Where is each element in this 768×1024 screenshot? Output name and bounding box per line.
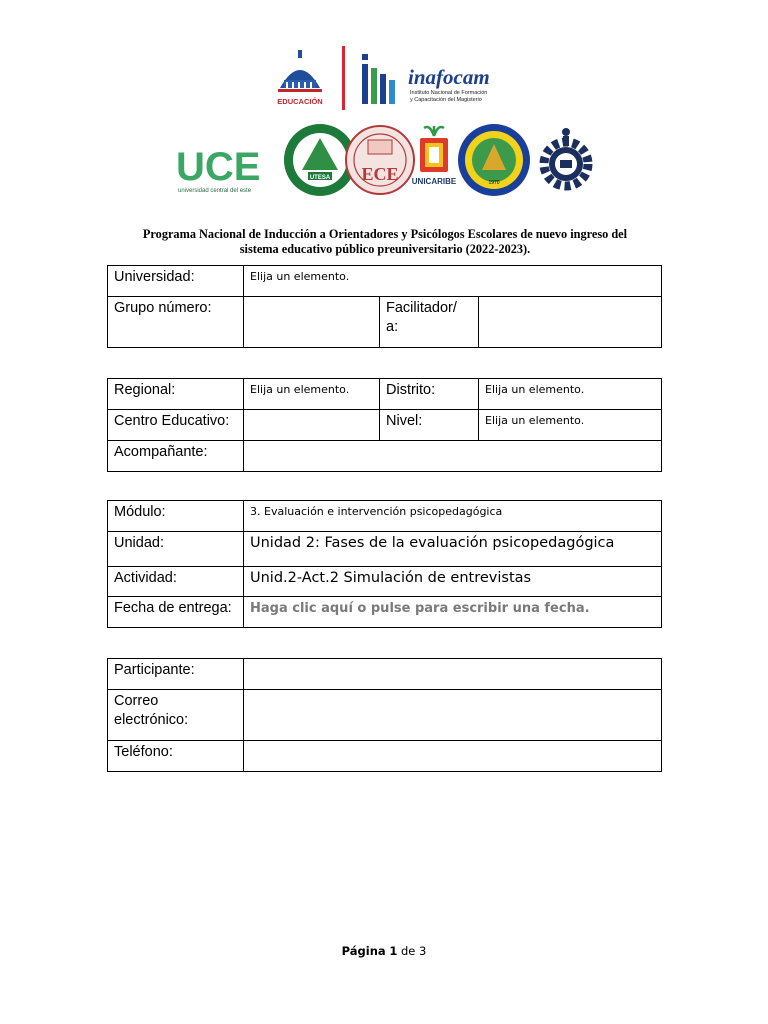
facilitador-label: Facilitador/ a: xyxy=(380,297,479,348)
fecha-entrega-date-picker[interactable]: Haga clic aquí o pulse para escribir una fecha. xyxy=(244,597,662,628)
table-modulo xyxy=(107,500,662,628)
dome-logo-icon xyxy=(278,50,322,92)
header-logos-top xyxy=(270,44,500,114)
universidad-dropdown[interactable]: Elija un elemento. xyxy=(244,266,662,297)
page-word: Página xyxy=(341,944,386,958)
correo-label: Correo electrónico: xyxy=(108,690,244,741)
acompanante-label: Acompañante: xyxy=(108,441,244,472)
logo-ece: ECE xyxy=(361,164,399,184)
centro-educativo-field[interactable] xyxy=(244,410,380,441)
facilitador-field[interactable] xyxy=(479,297,662,348)
page-of: de xyxy=(400,944,416,958)
inafocam-name: inafocam xyxy=(408,65,490,89)
unidad-value[interactable]: Unidad 2: Fases de la evaluación psicopedagógica xyxy=(244,532,662,567)
page-number xyxy=(0,944,768,958)
inafocam-line1: Instituto Nacional de Formación xyxy=(410,90,488,96)
grupo-field[interactable] xyxy=(244,297,380,348)
distrito-label: Distrito: xyxy=(380,379,479,410)
logo-divider xyxy=(342,46,345,110)
page-current: 1 xyxy=(389,944,398,958)
unidad-label: Unidad: xyxy=(108,532,244,567)
modulo-label: Módulo: xyxy=(108,501,244,532)
universidad-label: Universidad: xyxy=(108,266,244,297)
inafocam-bars-icon xyxy=(362,54,395,104)
unicaribe-logo-icon xyxy=(420,126,448,172)
logo-educacion-text: EDUCACIÓN xyxy=(277,97,323,106)
fecha-entrega-label: Fecha de entrega: xyxy=(108,597,244,628)
distrito-dropdown[interactable]: Elija un elemento. xyxy=(479,379,662,410)
centro-educativo-label: Centro Educativo: xyxy=(108,410,244,441)
inafocam-line2: y Capacitación del Magisterio xyxy=(410,97,482,103)
nivel-dropdown[interactable]: Elija un elemento. xyxy=(479,410,662,441)
actividad-label: Actividad: xyxy=(108,567,244,597)
telefono-label: Teléfono: xyxy=(108,741,244,772)
logo-isfodosu-year: 1970 xyxy=(488,180,500,186)
document-title xyxy=(100,227,670,257)
modulo-value[interactable]: 3. Evaluación e intervención psicopedagógica xyxy=(244,501,662,532)
logo-uce-subtitle: universidad central del este xyxy=(178,188,252,194)
acompanante-field[interactable] xyxy=(244,441,662,472)
title-line-1: Programa Nacional de Inducción a Orientadores y Psicólogos Escolares de nuevo ingreso del xyxy=(142,227,628,241)
logo-utesa: UTESA xyxy=(309,175,331,181)
nivel-label: Nivel: xyxy=(380,410,479,441)
logo-unicaribe: UNICARIBE xyxy=(411,177,457,186)
table-participante xyxy=(107,658,662,772)
participante-label: Participante: xyxy=(108,659,244,690)
participante-field[interactable] xyxy=(244,659,662,690)
regional-dropdown[interactable]: Elija un elemento. xyxy=(244,379,380,410)
correo-field[interactable] xyxy=(244,690,662,741)
table-universidad xyxy=(107,265,662,348)
regional-label: Regional: xyxy=(108,379,244,410)
title-line-2: sistema educativo público preuniversitario (2022-2023). xyxy=(239,242,531,256)
gear-seal-icon xyxy=(544,128,588,186)
grupo-label: Grupo número: xyxy=(108,297,244,348)
actividad-value[interactable]: Unid.2-Act.2 Simulación de entrevistas xyxy=(244,567,662,597)
page-total: 3 xyxy=(419,944,427,958)
header-logos-universities xyxy=(172,122,602,202)
telefono-field[interactable] xyxy=(244,741,662,772)
table-regional xyxy=(107,378,662,472)
logo-uce: UCE xyxy=(176,145,261,189)
